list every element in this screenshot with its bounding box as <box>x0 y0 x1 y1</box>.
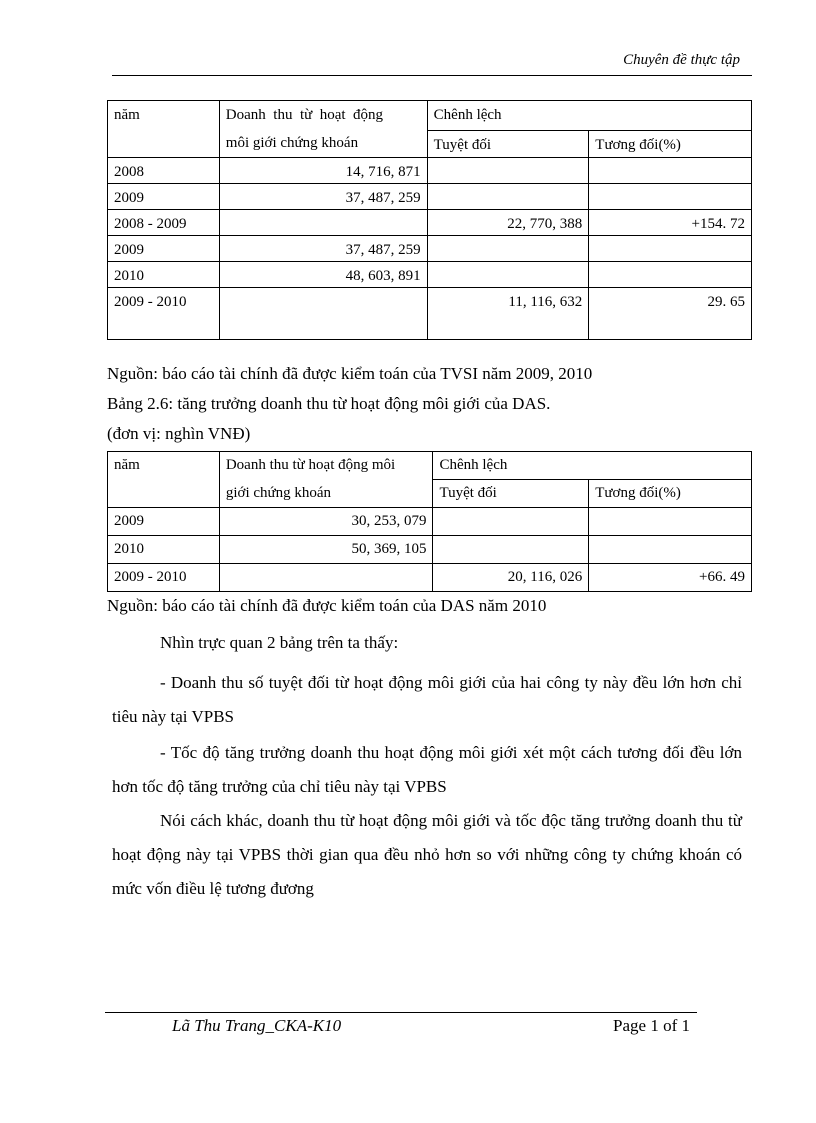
header-rel: Tương đối(%) <box>589 131 752 158</box>
header-diff: Chênh lệch <box>433 452 752 480</box>
cell-year: 2008 <box>108 158 220 184</box>
cell-revenue: 37, 487, 259 <box>219 236 427 262</box>
cell-abs <box>427 158 589 184</box>
header-abs: Tuyệt đối <box>433 480 589 508</box>
table-row <box>108 184 752 210</box>
table-das-revenue <box>107 451 752 592</box>
cell-revenue: 14, 716, 871 <box>219 158 427 184</box>
cell-abs <box>427 236 589 262</box>
cell-rel <box>589 236 752 262</box>
cell-abs <box>427 184 589 210</box>
paragraph-conclusion-text: Nói cách khác, doanh thu từ hoạt động môi giới và tốc độc tăng trưởng doanh thu từ hoạt động này tại VPBS thời gian qua đều nhỏ hơn so với những công ty chứng khoán có mức vốn điều lệ tương đương <box>112 811 742 898</box>
cell-rel <box>589 184 752 210</box>
cell-revenue: 30, 253, 079 <box>219 508 433 536</box>
header-revenue-line2: môi giới chứng khoán <box>225 135 359 151</box>
footer-author: Lã Thu Trang_CKA-K10 <box>172 1016 342 1035</box>
paragraph-point-2 <box>112 736 742 804</box>
header-rule <box>112 75 752 76</box>
cell-revenue <box>219 288 427 340</box>
cell-year: 2010 <box>108 536 220 564</box>
cell-abs: 22, 770, 388 <box>427 210 589 236</box>
header-revenue-line1: Doanh thu từ hoạt động <box>225 107 384 123</box>
source-note-das: Nguồn: báo cáo tài chính đã được kiểm toán của DAS năm 2010 <box>107 596 547 615</box>
cell-year: 2008 - 2009 <box>108 210 220 236</box>
header-revenue <box>219 101 427 158</box>
cell-rel <box>589 158 752 184</box>
cell-revenue <box>219 564 433 592</box>
table-row <box>108 262 752 288</box>
cell-revenue <box>219 210 427 236</box>
cell-year: 2009 <box>108 236 220 262</box>
cell-abs <box>433 508 589 536</box>
table-row <box>108 158 752 184</box>
header-revenue-line1: Doanh thu từ hoạt động môi <box>225 457 396 473</box>
paragraph-conclusion <box>112 804 742 906</box>
header-year: năm <box>108 101 220 158</box>
cell-revenue: 50, 369, 105 <box>219 536 433 564</box>
table-row <box>108 564 752 592</box>
table-row <box>108 536 752 564</box>
table-row <box>108 210 752 236</box>
paragraph-point-1-text: - Doanh thu số tuyệt đối từ hoạt động môi giới của hai công ty này đều lớn hơn chỉ tiêu này tại VPBS <box>112 673 742 726</box>
page-header-title: Chuyên đề thực tập <box>623 52 740 68</box>
cell-rel: 29. 65 <box>589 288 752 340</box>
paragraph-point-2-text: - Tốc độ tăng trưởng doanh thu hoạt động môi giới xét một cách tương đối đều lớn hơn tốc độ tăng trưởng của chỉ tiêu này tại VPBS <box>112 743 742 796</box>
cell-year: 2009 <box>108 184 220 210</box>
table-row <box>108 288 752 340</box>
cell-rel <box>589 508 752 536</box>
table-tvsi-revenue <box>107 100 752 340</box>
table-caption: Bảng 2.6: tăng trưởng doanh thu từ hoạt động môi giới của DAS. <box>107 394 551 413</box>
header-rel: Tương đối(%) <box>589 480 752 508</box>
table-row <box>108 236 752 262</box>
cell-revenue: 37, 487, 259 <box>219 184 427 210</box>
cell-year: 2009 - 2010 <box>108 564 220 592</box>
cell-revenue: 48, 603, 891 <box>219 262 427 288</box>
cell-rel <box>589 536 752 564</box>
cell-abs: 11, 116, 632 <box>427 288 589 340</box>
footer-page-number: Page 1 of 1 <box>613 1016 690 1035</box>
cell-year: 2009 - 2010 <box>108 288 220 340</box>
cell-abs <box>427 262 589 288</box>
cell-abs <box>433 536 589 564</box>
cell-year: 2010 <box>108 262 220 288</box>
paragraph-point-1 <box>112 666 742 734</box>
cell-rel: +154. 72 <box>589 210 752 236</box>
paragraph-intro <box>112 626 742 660</box>
table-row <box>108 508 752 536</box>
cell-rel: +66. 49 <box>589 564 752 592</box>
header-revenue <box>219 452 433 508</box>
header-diff: Chênh lệch <box>427 101 751 131</box>
source-note-tvsi: Nguồn: báo cáo tài chính đã được kiểm toán của TVSI năm 2009, 2010 <box>107 364 593 383</box>
paragraph-intro-text: Nhìn trực quan 2 bảng trên ta thấy: <box>160 633 399 652</box>
footer-rule <box>105 1012 697 1013</box>
header-year: năm <box>108 452 220 508</box>
cell-year: 2009 <box>108 508 220 536</box>
cell-rel <box>589 262 752 288</box>
header-abs: Tuyệt đối <box>427 131 589 158</box>
header-revenue-line2: giới chứng khoán <box>225 485 332 501</box>
cell-abs: 20, 116, 026 <box>433 564 589 592</box>
unit-note: (đơn vị: nghìn VNĐ) <box>107 424 251 443</box>
